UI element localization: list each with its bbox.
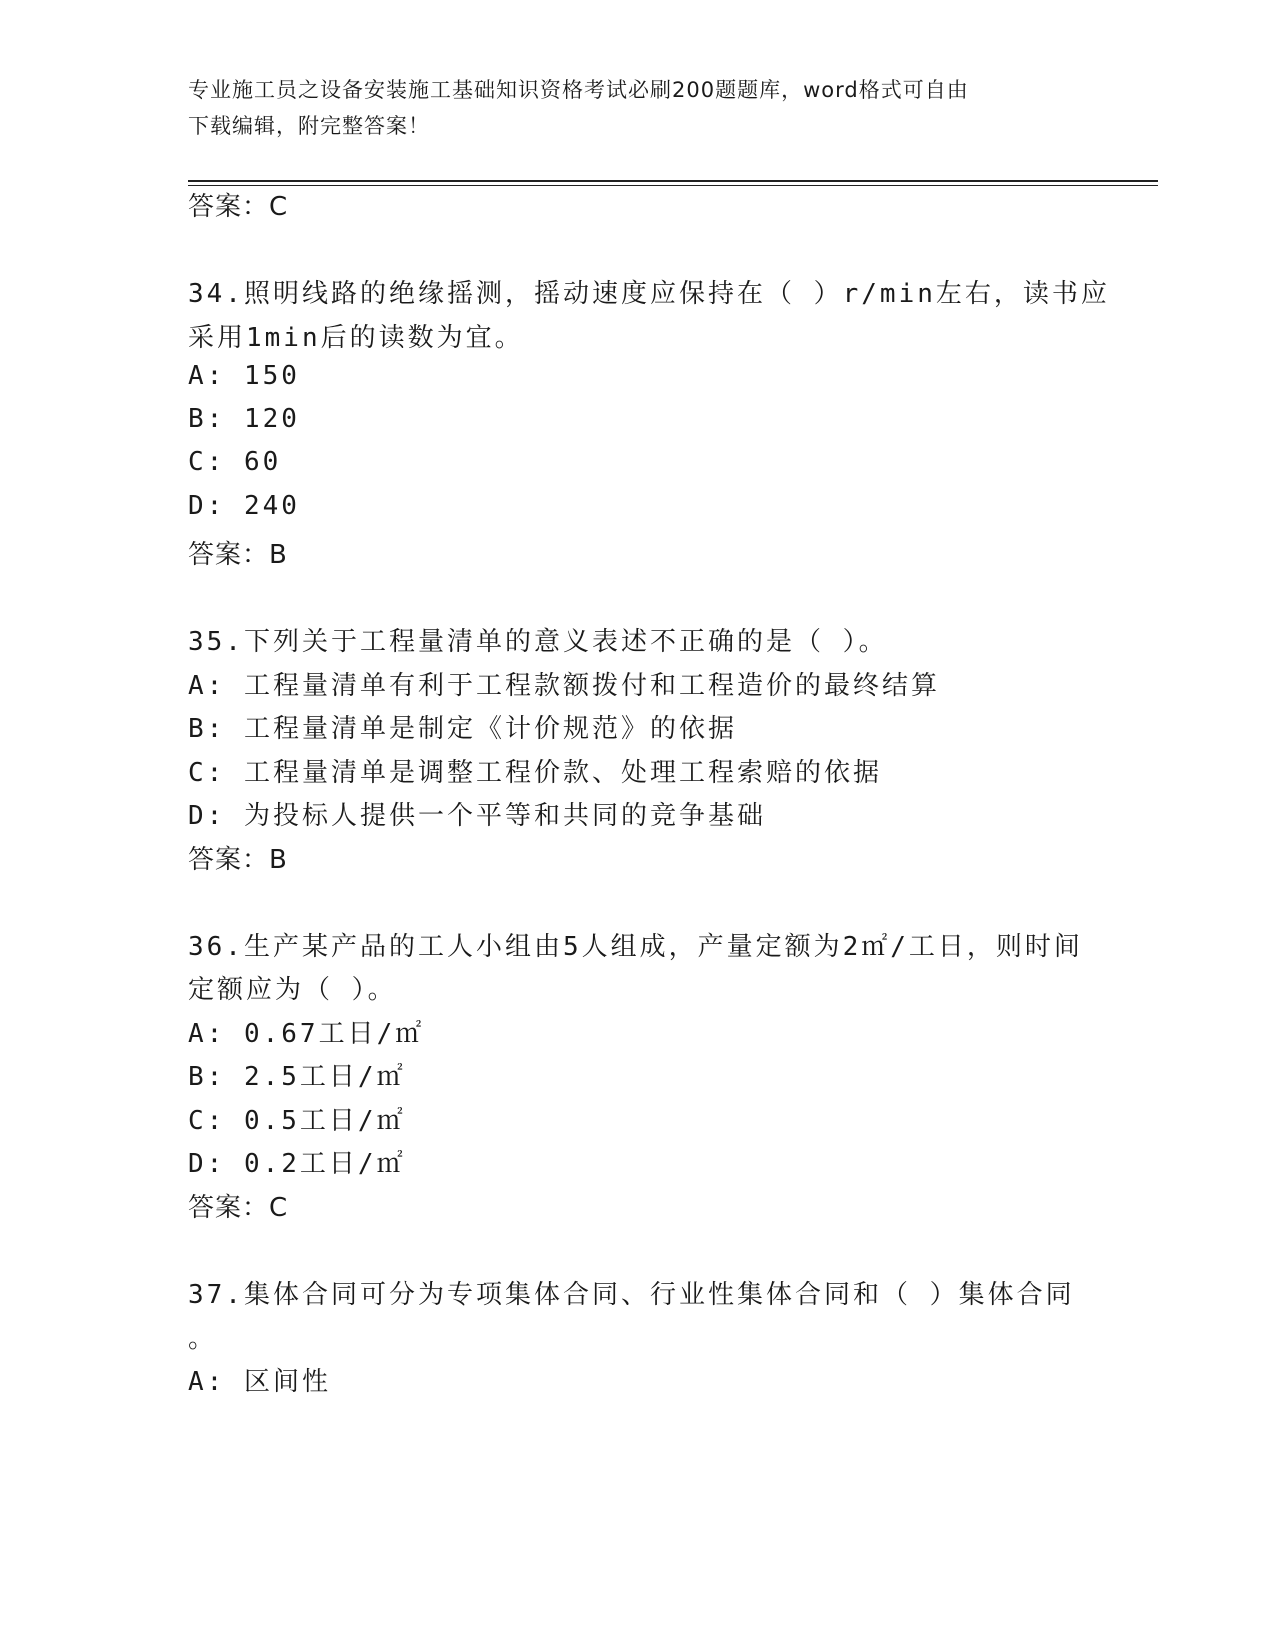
question-36-option-d: D: 0.2工日/㎡ <box>188 1149 406 1179</box>
question-36-option-a: A: 0.67工日/㎡ <box>188 1019 425 1049</box>
question-35-option-d: D: 为投标人提供一个平等和共同的竞争基础 <box>188 801 766 831</box>
question-37-stem-line-1: 37.集体合同可分为专项集体合同、行业性集体合同和（ ）集体合同 <box>188 1280 1075 1310</box>
question-35-option-c: C: 工程量清单是调整工程价款、处理工程索赔的依据 <box>188 758 882 788</box>
question-34-stem-line-1: 34.照明线路的绝缘摇测，摇动速度应保持在（ ）r/min左右，读书应 <box>188 279 1110 309</box>
question-34-option-a: A: 150 <box>188 361 300 391</box>
header-line-2: 下载编辑，附完整答案！ <box>188 114 430 138</box>
question-35-stem-line-1: 35.下列关于工程量清单的意义表述不正确的是（ ）。 <box>188 627 888 657</box>
question-35-option-b: B: 工程量清单是制定《计价规范》的依据 <box>188 714 737 744</box>
question-36-option-c: C: 0.5工日/㎡ <box>188 1106 406 1136</box>
question-34-option-b: B: 120 <box>188 404 300 434</box>
question-34-option-c: C: 60 <box>188 447 282 477</box>
question-34-option-d: D: 240 <box>188 491 300 521</box>
question-35-answer: 答案：B <box>188 845 288 875</box>
question-37-stem-line-2: 。 <box>188 1324 218 1354</box>
question-36-stem-line-2: 定额应为（ ）。 <box>188 975 397 1005</box>
question-36-stem-line-1: 36.生产某产品的工人小组由5人组成，产量定额为2㎡/工日，则时间 <box>188 932 1083 962</box>
answer-previous: 答案：C <box>188 192 289 222</box>
question-36-option-b: B: 2.5工日/㎡ <box>188 1062 406 1092</box>
question-36-answer: 答案：C <box>188 1193 289 1223</box>
question-34-answer: 答案：B <box>188 540 288 570</box>
document-header <box>188 72 1088 144</box>
header-line-1: 专业施工员之设备安装施工基础知识资格考试必刷200题题库，word格式可自由 <box>188 78 969 102</box>
header-divider-thin <box>188 185 1158 186</box>
header-divider-thick <box>188 180 1158 182</box>
question-35-option-a: A: 工程量清单有利于工程款额拨付和工程造价的最终结算 <box>188 671 940 701</box>
question-34-stem-line-2: 采用1min后的读数为宜。 <box>188 323 524 353</box>
question-37-option-a: A: 区间性 <box>188 1367 331 1397</box>
